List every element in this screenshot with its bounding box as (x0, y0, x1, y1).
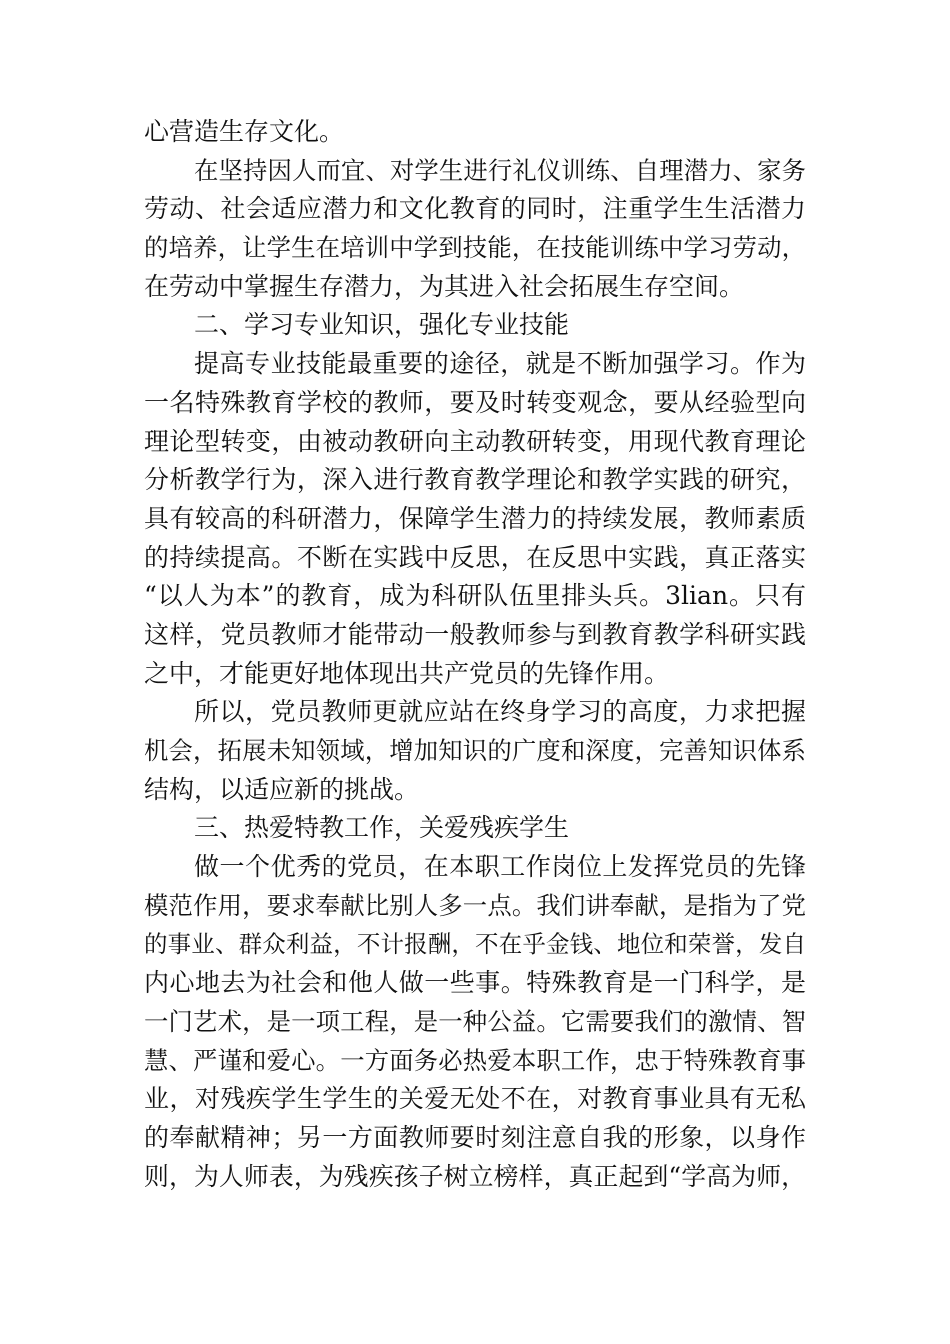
text-line: 劳动、社会适应潜力和文化教育的同时，注重学生生活潜力 (144, 194, 806, 224)
text-line: 这样，党员教师才能带动一般教师参与到教育教学科研实践 (144, 619, 806, 649)
text-line: 之中，才能更好地体现出共产党员的先锋作用。 (144, 658, 670, 688)
section-heading: 二、学习专业知识，强化专业技能 (194, 310, 570, 340)
text-line: 在劳动中掌握生存潜力，为其进入社会拓展生存空间。 (144, 271, 745, 301)
text-line: 的持续提高。不断在实践中反思，在反思中实践，真正落实 (144, 542, 806, 572)
text-line: “以人为本”的教育，成为科研队伍里排头兵。3lian。只有 (144, 581, 806, 611)
text-line: 心营造生存文化。 (144, 117, 345, 146)
text-line: 的奉献精神；另一方面教师要时刻注意自我的形象，以身作 (144, 1122, 806, 1152)
text-line: 慧、严谨和爱心。一方面务必热爱本职工作，忠于特殊教育事 (144, 1045, 806, 1075)
text-line: 做一个优秀的党员，在本职工作岗位上发挥党员的先锋 (194, 852, 806, 882)
text-line: 一门艺术，是一项工程，是一种公益。它需要我们的激情、智 (144, 1006, 806, 1036)
section-heading: 三、热爱特教工作，关爱残疾学生 (194, 813, 570, 843)
text-line: 分析教学行为，深入进行教育教学理论和教学实践的研究， (144, 465, 806, 495)
text-line: 的培养，让学生在培训中学到技能，在技能训练中学习劳动， (144, 233, 806, 263)
document-body (144, 113, 806, 1196)
text-line: 一名特殊教育学校的教师，要及时转变观念，要从经验型向 (144, 387, 806, 417)
text-line: 结构，以适应新的挑战。 (144, 774, 420, 804)
text-line: 业，对残疾学生学生的关爱无处不在，对教育事业具有无私 (144, 1084, 806, 1114)
text-line: 模范作用，要求奉献比别人多一点。我们讲奉献，是指为了党 (144, 890, 806, 920)
text-line: 所以，党员教师更就应站在终身学习的高度，力求把握 (194, 697, 806, 727)
text-line: 提高专业技能最重要的途径，就是不断加强学习。作为 (194, 349, 806, 379)
text-line: 在坚持因人而宜、对学生进行礼仪训练、自理潜力、家务 (194, 155, 806, 185)
text-line: 机会，拓展未知领域，增加知识的广度和深度，完善知识体系 (144, 736, 806, 765)
text-line: 则，为人师表，为残疾孩子树立榜样，真正起到“学高为师， (144, 1161, 806, 1191)
text-line: 内心地去为社会和他人做一些事。特殊教育是一门科学，是 (144, 968, 806, 998)
text-line: 的事业、群众利益，不计报酬，不在乎金钱、地位和荣誉，发自 (144, 930, 806, 959)
text-line: 具有较高的科研潜力，保障学生潜力的持续发展，教师素质 (144, 503, 806, 533)
text-line: 理论型转变，由被动教研向主动教研转变，用现代教育理论 (144, 426, 806, 456)
